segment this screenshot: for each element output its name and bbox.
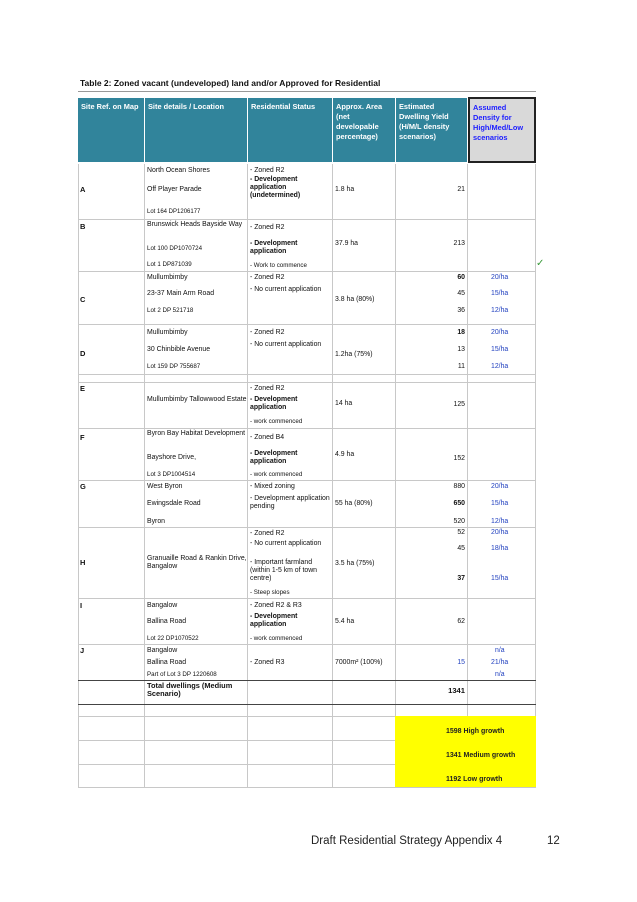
col-line [467,164,468,788]
yield: 15 [457,659,465,666]
site-detail: Byron Bay Habitat Development [147,430,246,437]
site-ref: C [80,295,86,304]
site-ref: B [80,222,86,231]
site-detail: Lot 3 DP1004514 [147,471,196,478]
density-low: 15/ha [491,575,509,582]
yield-low: 520 [453,518,465,525]
status: - Zoned R2 [250,329,285,336]
site-detail: Granuaille Road & Rankin Drive, Bangalow [147,555,247,570]
status: - Zoned R2 [250,274,285,281]
density-high: 20/ha [491,274,509,281]
row-line [78,219,536,220]
density-medium: 15/ha [491,346,509,353]
col-line [144,164,145,788]
yield: 62 [457,618,465,625]
site-detail: Ballina Road [147,618,187,625]
scenario-high: 1598 High growth [446,728,505,735]
yield-low: 36 [457,307,465,314]
site-detail: North Ocean Shores [147,167,210,174]
site-detail: Bangalow [147,647,178,654]
site-detail: Lot 22 DP1070522 [147,635,199,642]
yield-low: 37 [457,575,465,582]
header-ref: Site Ref. on Map [78,98,144,162]
density-medium: 18/ha [491,545,509,552]
row-line [78,374,536,375]
status: - Development application (undetermined) [250,176,301,199]
status: - Development application pending [250,495,330,510]
status: - Development application [250,613,298,628]
row-line [78,428,536,429]
row-line [78,644,536,645]
status: - work commenced [250,471,303,478]
area: 7000m² (100%) [335,659,383,666]
density-medium: 15/ha [491,500,509,507]
site-detail: 30 Chinbible Avenue [147,346,211,353]
site-ref: J [80,646,85,655]
page-number: 12 [547,835,560,847]
check-mark-icon: ✓ [536,258,545,269]
site-ref: G [80,482,86,491]
status: - Steep slopes [250,589,290,596]
site-ref: I [80,601,83,610]
area: 14 ha [335,400,353,407]
site-detail: Bayshore Drive, [147,454,197,461]
site-detail: Mullumbimby [147,274,188,281]
site-detail: Lot 159 DP 755687 [147,363,201,370]
density-high: 20/ha [491,329,509,336]
status: - Work to commence [250,262,307,269]
status: - Development application [250,450,298,465]
scenario-medium: 1341 Medium growth [446,752,516,759]
yield-high: 52 [457,529,465,536]
site-ref: H [80,558,86,567]
yield: 152 [453,455,465,462]
density-low: 12/ha [491,307,509,314]
site-detail: Lot 2 DP 521718 [147,307,194,314]
header-yield: Estimated Dwelling Yield (H/M/L density scenarios) [396,98,467,162]
status: - Mixed zoning [250,483,295,490]
title-rule [78,91,536,92]
yield-medium: 45 [457,545,465,552]
yield-high: 60 [457,274,465,281]
area: 4.9 ha [335,451,355,458]
status: - No current application [250,540,322,547]
row-line [78,324,536,325]
density-medium: 21/ha [491,659,509,666]
density-low: n/a [495,671,505,678]
area: 1.2ha (75%) [335,351,373,358]
area: 5.4 ha [335,618,355,625]
col-line [535,164,536,788]
site-detail: West Byron [147,483,183,490]
status: - No current application [250,286,322,293]
total-line [78,704,536,705]
status: - work commenced [250,635,303,642]
site-ref: A [80,185,86,194]
site-detail: Lot 1 DP871039 [147,261,192,268]
site-detail: Mullumbimby Tallowwood Estate [147,396,247,403]
status: - work commenced [250,418,303,425]
density-high: 20/ha [491,529,509,536]
header-area: Approx. Area (net developable percentage) [333,98,395,162]
yield-medium: 45 [457,290,465,297]
area: 3.5 ha (75%) [335,560,375,567]
row-line [78,787,536,788]
site-ref: E [80,384,86,393]
row-line [78,271,536,272]
density-high: n/a [495,647,505,654]
site-detail: Lot 100 DP1070724 [147,245,203,252]
yield-high: 18 [457,329,465,336]
row-line [78,480,536,481]
density-low: 12/ha [491,518,509,525]
yield-medium: 13 [457,346,465,353]
row-line [78,527,536,528]
total-value: 1341 [448,686,465,695]
site-detail: Lot 164 DP1206177 [147,209,201,215]
yield-medium: 650 [453,500,465,507]
status: - Important farmland (within 1-5 km of town centre) [250,559,318,582]
header-details: Site details / Location [145,98,247,162]
area: 37.9 ha [335,240,358,247]
yield-high: 880 [453,483,465,490]
col-line [395,164,396,788]
site-detail: Bangalow [147,602,178,609]
header-status: Residential Status [248,98,332,162]
area: 3.8 ha (80%) [335,296,375,303]
scenario-low: 1192 Low growth [446,776,503,783]
site-ref: D [80,349,86,358]
table-body [78,164,536,788]
status: - Zoned R2 [250,224,285,231]
density-medium: 15/ha [491,290,509,297]
header-density: Assumed Density for High/Med/Low scenarios [468,97,536,163]
col-line [332,164,333,788]
status: - Zoned R2 [250,530,285,537]
status: - Development application [250,396,298,411]
status: - Zoned R2 [250,385,285,392]
status: - Zoned R2 [250,167,285,174]
row-line [78,598,536,599]
site-detail: 23-37 Main Arm Road [147,290,215,297]
status: - Development application [250,240,298,255]
status: - Zoned R3 [250,659,285,666]
site-detail: Ewingsdale Road [147,500,201,507]
yield: 21 [457,186,465,193]
col-line [247,164,248,788]
density-low: 12/ha [491,363,509,370]
site-detail: Brunswick Heads Bayside Way [147,221,243,228]
yield-low: 11 [457,363,465,370]
yield: 125 [453,401,465,408]
yield: 213 [453,240,465,247]
total-label: Total dwellings (Medium Scenario) [147,681,233,698]
row-line [78,382,536,383]
status: - Zoned B4 [250,434,285,441]
status: - No current application [250,341,322,348]
area: 55 ha (80%) [335,500,373,507]
status: - Zoned R2 & R3 [250,602,302,609]
area: 1.8 ha [335,186,355,193]
site-detail: Byron [147,518,166,525]
site-ref: F [80,433,85,442]
table-title: Table 2: Zoned vacant (undeveloped) land and/or Approved for Residential [80,78,381,88]
col-line [78,164,79,788]
site-detail: Ballina Road [147,659,187,666]
site-detail: Mullumbimby [147,329,188,336]
site-detail: Off Player Parade [147,186,202,193]
density-high: 20/ha [491,483,509,490]
site-detail: Part of Lot 3 DP 1220608 [147,671,217,678]
footer-text: Draft Residential Strategy Appendix 4 [311,835,503,847]
